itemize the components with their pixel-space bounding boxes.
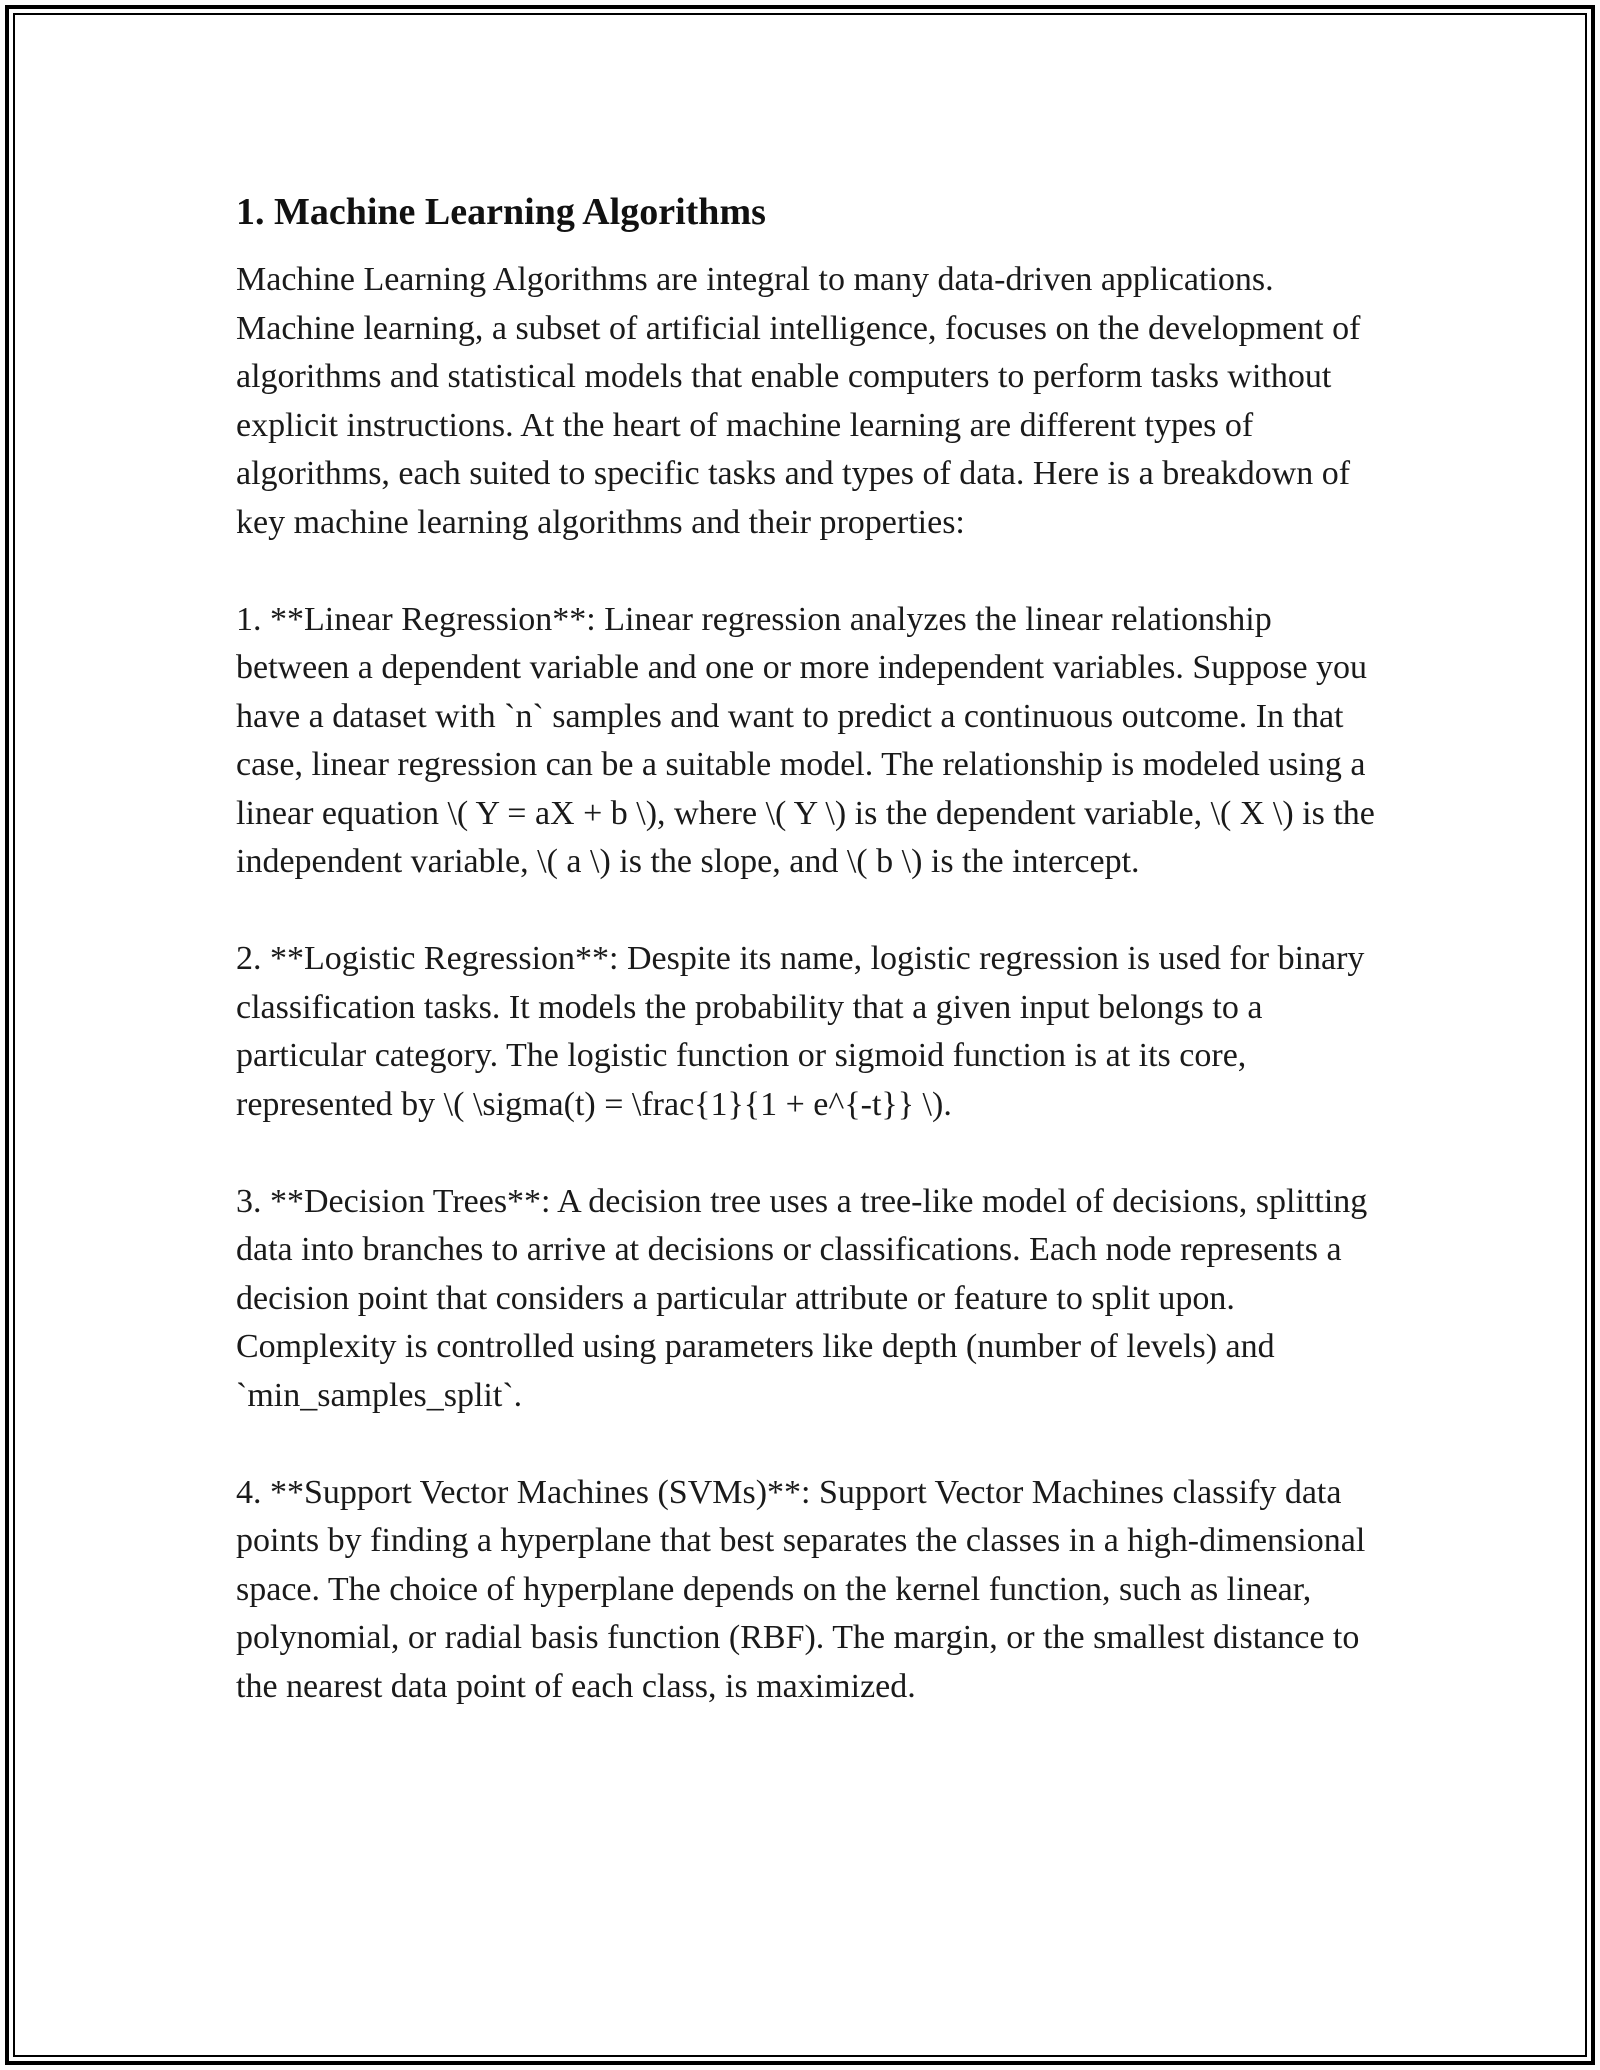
linear-regression-paragraph: 1. **Linear Regression**: Linear regression analyzes the linear relationship between a dependent variable and one or more independent variables. Suppose you have a dataset with `n` samples and want to predict a continuous outcome. In that case, linear regression can be a suitable model. The relationship is modeled using a linear equation \( Y = aX + b \), where \( Y \) is the dependent variable, \( X \) is the independent variable, \( a \) is the slope, and \( b \) is the intercept.: [236, 600, 1375, 880]
document-body: [236, 184, 1386, 1711]
svm-paragraph: 4. **Support Vector Machines (SVMs)**: Support Vector Machines classify data points by finding a hyperplane that best separates the classes in a high-dimensional space. The choice of hyperplane depends on the kernel function, such as linear, polynomial, or radial basis function (RBF). The margin, or the smallest distance to the nearest data point of each class, is maximized.: [236, 1473, 1366, 1705]
decision-trees-paragraph: 3. **Decision Trees**: A decision tree uses a tree-like model of decisions, splitting data into branches to arrive at decisions or classifications. Each node represents a decision point that considers a particular attribute or feature to split upon. Complexity is controlled using parameters like depth (number of levels) and `min_samples_split`.: [236, 1182, 1368, 1414]
logistic-regression-paragraph: 2. **Logistic Regression**: Despite its name, logistic regression is used for binary classification tasks. It models the probability that a given input belongs to a particular category. The logistic function or sigmoid function is at its core, represented by \( \sigma(t) = \frac{1}{1 + e^{-t}} \).: [236, 940, 1365, 1123]
section-heading: 1. Machine Learning Algorithms: [236, 191, 766, 233]
intro-paragraph: Machine Learning Algorithms are integral to many data-driven applications. Machine learning, a subset of artificial intelligence, focuses on the development of algorithms and statistical models that enable computers to perform tasks without explicit instructions. At the heart of machine learning are different types of algorithms, each suited to specific tasks and types of data. Here is a breakdown of key machine learning algorithms and their properties:: [236, 261, 1361, 541]
